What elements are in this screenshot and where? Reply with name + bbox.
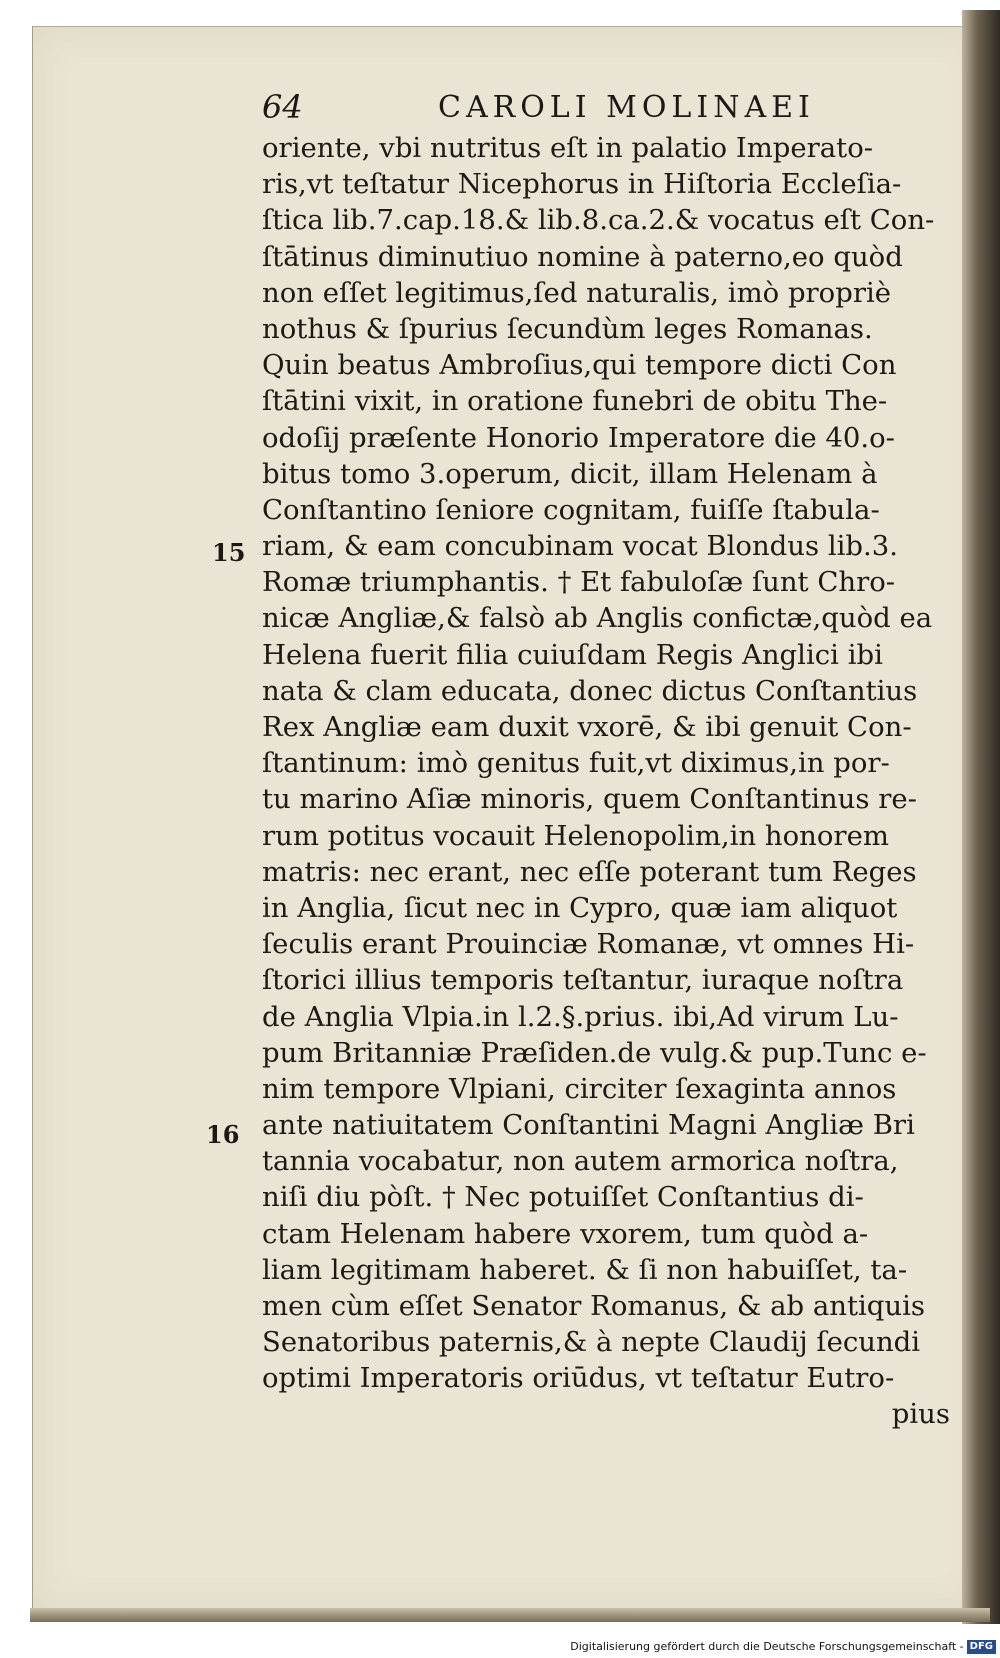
text-line: nothus & ſpurius ſecundùm leges Romanas. bbox=[262, 312, 873, 345]
text-line: Quin beatus Ambroſius,qui tempore dicti Con bbox=[262, 349, 897, 382]
text-line: tannia vocabatur, non autem armorica noſtra, bbox=[262, 1145, 899, 1178]
text-line: de Anglia Vlpia.in l.2.§.prius. ibi,Ad virum Lu- bbox=[262, 1000, 899, 1033]
text-line: ſtātinus diminutiuo nomine à paterno,eo quòd bbox=[262, 240, 903, 273]
page-edge-shadow bbox=[962, 10, 1000, 1624]
text-line: ſtantinum: imò genitus fuit,vt diximus,in por- bbox=[262, 747, 890, 780]
text-line: rum potitus vocauit Helenopolim,in honorem bbox=[262, 819, 889, 852]
text-line: niſi diu pòſt. † Nec potuiſſet Conſtantius di- bbox=[262, 1181, 864, 1214]
page-bottom-edge bbox=[30, 1608, 990, 1622]
text-line: bitus tomo 3.operum, dicit, illam Helenam à bbox=[262, 457, 878, 490]
text-line: pum Britanniæ Præſiden.de vulg.& pup.Tunc e- bbox=[262, 1036, 927, 1069]
text-line: Romæ triumphantis. † Et fabuloſæ ſunt Chro- bbox=[262, 566, 896, 599]
footer-credit-text: Digitalisierung gefördert durch die Deutsche Forschungsgemeinschaft - bbox=[570, 1640, 964, 1653]
text-line: ctam Helenam habere vxorem, tum quòd a- bbox=[262, 1217, 869, 1250]
running-title: CAROLI MOLINAEI bbox=[438, 90, 815, 125]
catchword: pius bbox=[891, 1398, 950, 1430]
text-line: in Anglia, ſicut nec in Cypro, quæ iam aliquot bbox=[262, 891, 898, 924]
text-line: Senatoribus paternis,& à nepte Claudij ſecundi bbox=[262, 1326, 921, 1359]
text-line: Helena fuerit filia cuiuſdam Regis Anglici ibi bbox=[262, 638, 883, 671]
text-line: ſtātini vixit, in oratione funebri de obitu The- bbox=[262, 385, 888, 418]
text-line: matris: nec erant, nec eſſe poterant tum Reges bbox=[262, 855, 917, 888]
page-header bbox=[262, 88, 942, 132]
text-line: ſtica lib.7.cap.18.& lib.8.ca.2.& vocatus eſt Con- bbox=[262, 204, 935, 237]
text-line: Rex Angliæ eam duxit vxorē, & ibi genuit Con- bbox=[262, 711, 912, 743]
text-line: non eſſet legitimus,ſed naturalis, imò propriè bbox=[262, 276, 892, 309]
text-line: tu marino Aſiæ minoris, quem Conſtantinus re- bbox=[262, 783, 917, 816]
text-line: odoſij præſente Honorio Imperatore die 40.o- bbox=[262, 421, 895, 454]
text-line: ſtorici illius temporis teſtantur, iuraque noſtra bbox=[262, 964, 904, 997]
text-line: men cùm eſſet Senator Romanus, & ab antiquis bbox=[262, 1290, 926, 1322]
text-line: ſeculis erant Prouinciæ Romanæ, vt omnes Hi- bbox=[262, 928, 915, 961]
folio-number: 64 bbox=[262, 88, 303, 126]
footer-credit bbox=[570, 1636, 996, 1658]
text-line: optimi Imperatoris oriūdus, vt teſtatur Eutro- bbox=[262, 1362, 895, 1395]
text-line: ris,vt teſtatur Nicephorus in Hiſtoria Eccleſia- bbox=[262, 168, 902, 201]
text-line: nim tempore Vlpiani, circiter ſexaginta annos bbox=[262, 1072, 897, 1105]
text-line: riam, & eam concubinam vocat Blondus lib.3. bbox=[262, 530, 899, 563]
text-line: ante natiuitatem Conſtantini Magni Angliæ Bri bbox=[262, 1109, 915, 1142]
body-text bbox=[262, 130, 952, 1397]
text-line: nicæ Angliæ,& falsò ab Anglis confictæ,quòd ea bbox=[262, 602, 933, 635]
margin-number-15: 15 bbox=[212, 538, 246, 567]
text-line: oriente, vbi nutritus eſt in palatio Imperato- bbox=[262, 132, 874, 164]
text-line: liam legitimam haberet. & ſi non habuiſſet, ta- bbox=[262, 1253, 908, 1286]
margin-number-16: 16 bbox=[206, 1120, 240, 1149]
text-line: Conſtantino ſeniore cognitam, fuiſſe ſtabula- bbox=[262, 493, 880, 526]
text-line: nata & clam educata, donec dictus Conſtantius bbox=[262, 674, 918, 707]
dfg-logo: DFG bbox=[967, 1640, 996, 1654]
